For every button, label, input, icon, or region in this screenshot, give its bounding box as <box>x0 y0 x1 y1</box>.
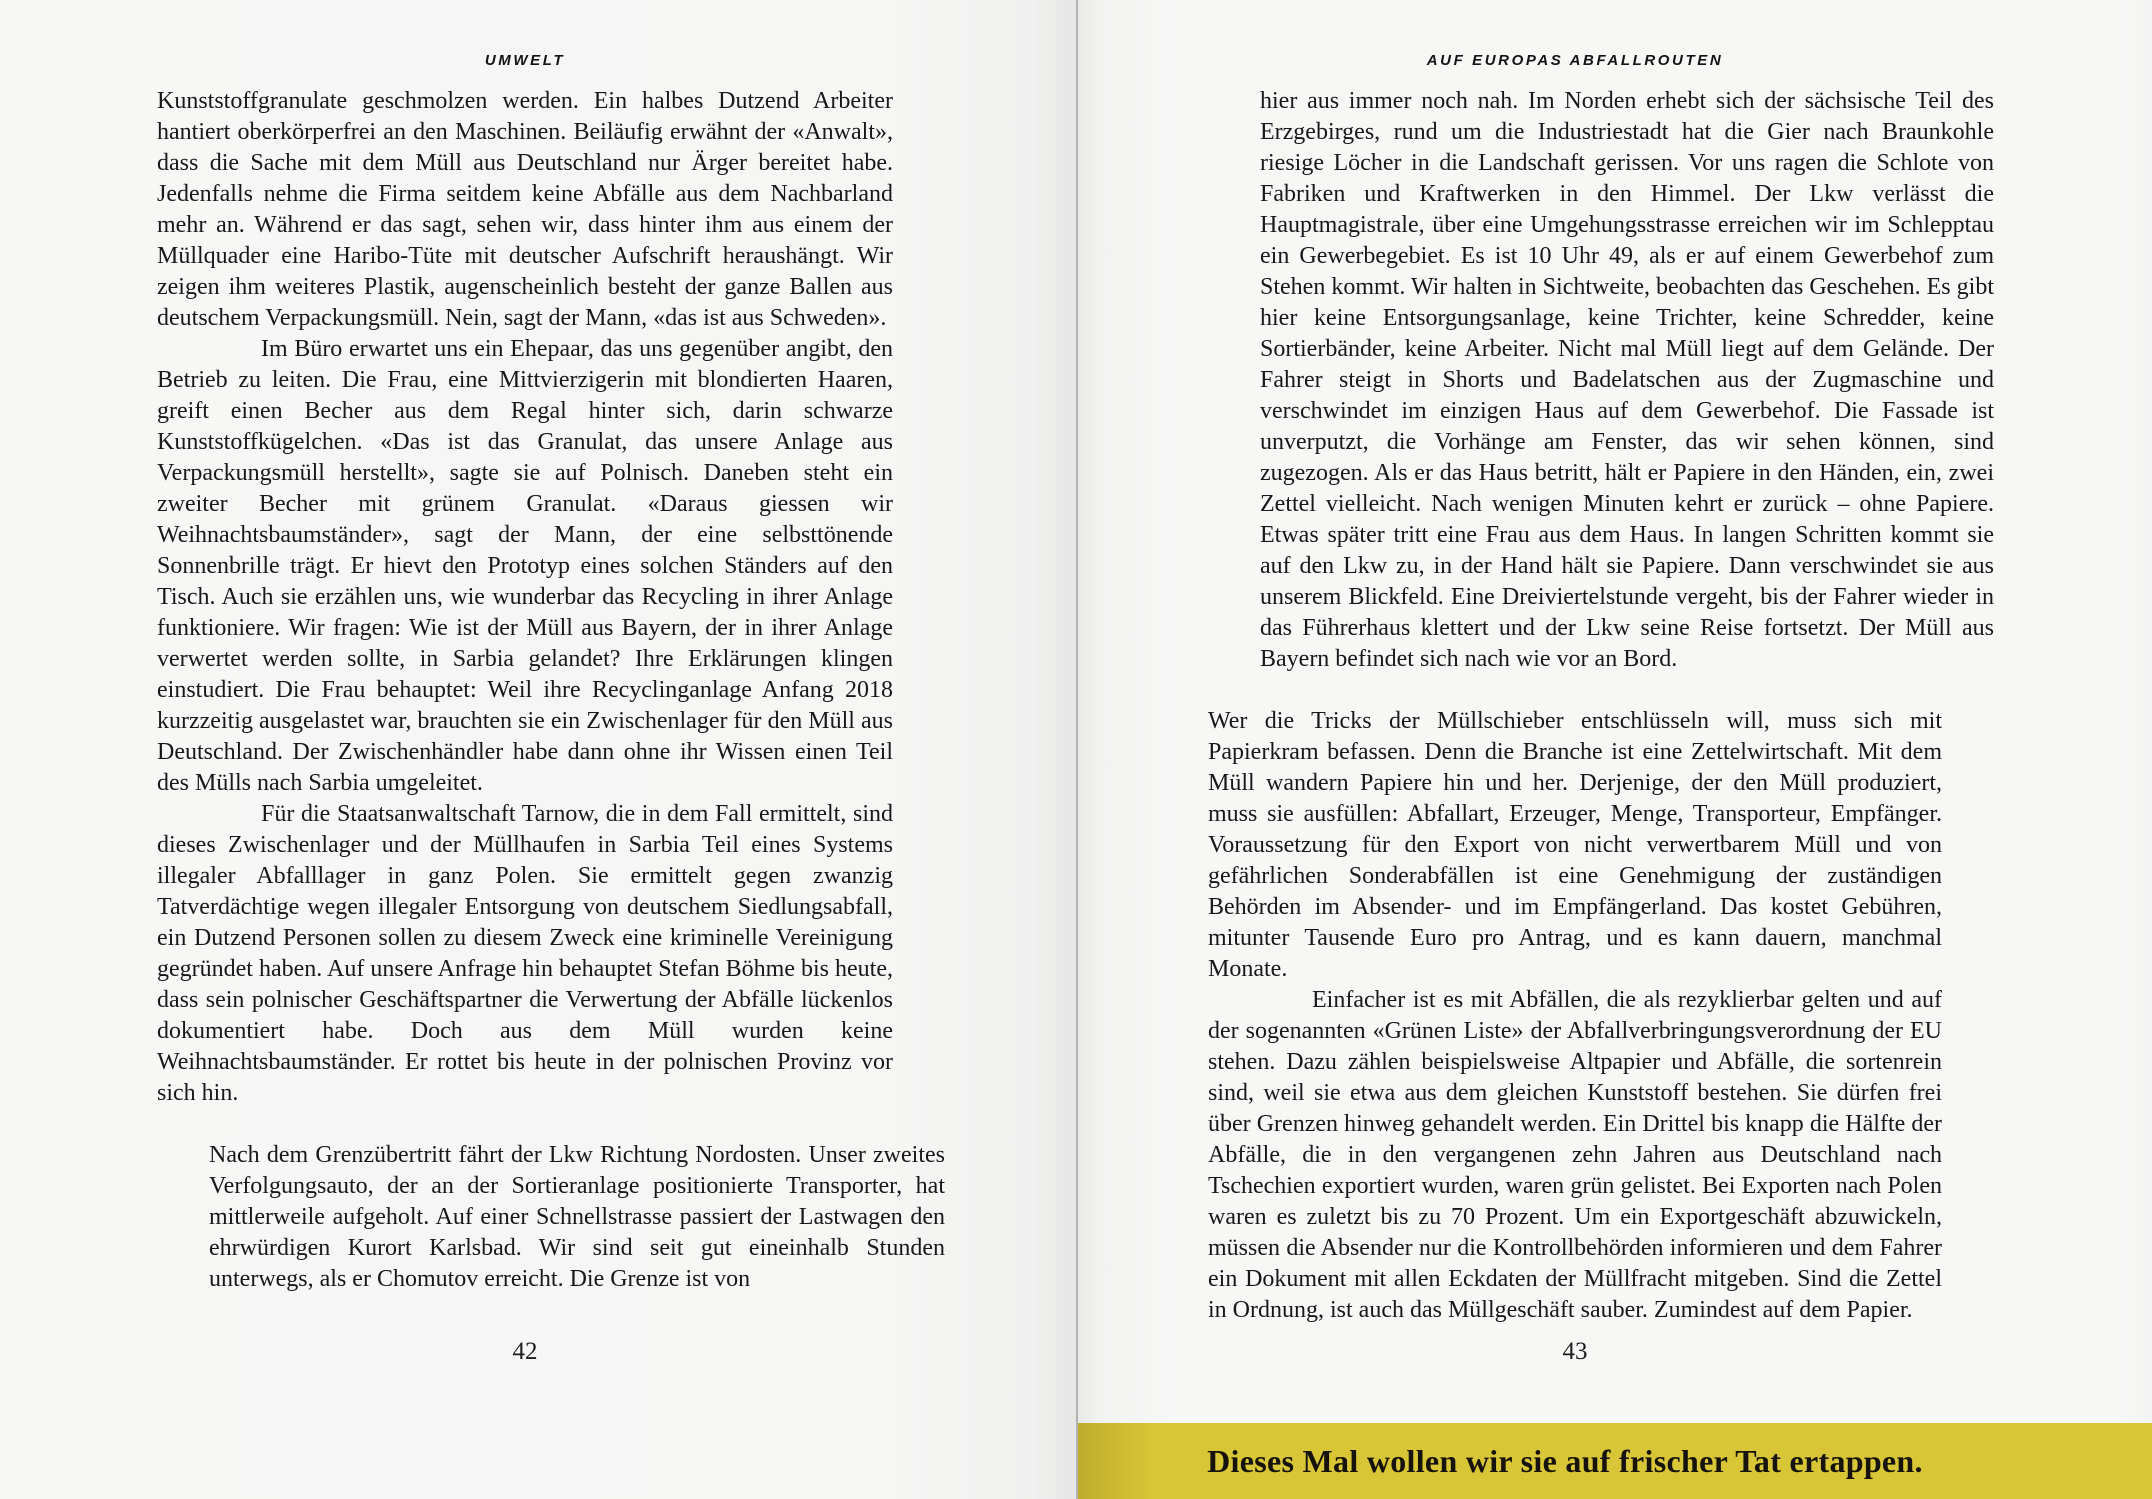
right-page-text-column <box>1208 86 1994 1326</box>
paragraph: Wer die Tricks der Müllschieber entschlüsseln will, muss sich mit Papierkram befassen. Denn die Branche ist eine Zettelwirtschaft. Mit dem Müll wandern Papiere hin und her. Derjenige, der den Müll produziert, muss sie ausfüllen: Abfallart, Erzeuger, Menge, Transporteur, Empfänger. Voraussetzung für den Export von nicht verwertbarem Müll und von gefährlichen Sonderabfällen ist eine Genehmigung der zuständigen Behörden im Absender- und im Empfängerland. Das kostet Gebühren, mitunter Tausende Euro pro Antrag, und es kann dauern, manchmal Monate. <box>1208 708 1942 982</box>
page-right <box>1078 0 2152 1499</box>
page-number-left: 42 <box>512 1338 538 1365</box>
running-head-left: UMWELT <box>484 52 566 69</box>
paragraph: Kunststoffgranulate geschmolzen werden. Ein halbes Dutzend Arbeiter hantiert oberkörperfrei an den Maschinen. Beiläufig erwähnt der «Anwalt», dass die Sache mit dem Müll aus Deutschland nur Ärger bereitet habe. Jedenfalls nehme die Firma seitdem keine Abfälle aus dem Nachbarland mehr an. Während er das sagt, sehen wir, dass hinter ihm aus einem der Müllquader eine Haribo-Tüte mit deutscher Aufschrift heraushängt. Wir zeigen ihm weiteres Plastik, augenscheinlich besteht der ganze Ballen aus deutschem Verpackungsmüll. Nein, sagt der Mann, «das ist aus Schweden». <box>157 88 893 331</box>
running-head-right: AUF EUROPAS ABFALLROUTEN <box>1426 52 1724 69</box>
paragraph: hier aus immer noch nah. Im Norden erhebt sich der sächsische Teil des Erzgebirges, rund um die Industriestadt hat die Gier nach Braunkohle riesige Löcher in die Landschaft gerissen. Vor uns ragen die Schlote von Fabriken und Kraftwerken in den Himmel. Der Lkw verlässt die Hauptmagistrale, über eine Umgehungsstrasse erreichen wir im Schlepptau ein Gewerbegebiet. Es ist 10 Uhr 49, als er auf einem Gewerbehof zum Stehen kommt. Wir halten in Sichtweite, beobachten das Geschehen. Es gibt hier keine Entsorgungsanlage, keine Trichter, keine Schredder, keine Sortierbänder, keine Arbeiter. Nicht mal Müll liegt auf dem Gelände. Der Fahrer steigt in Shorts und Badelatschen aus der Zugmaschine und verschwindet im einzigen Haus auf dem Gewerbehof. Die Fassade ist unverputzt, die Vorhänge am Fenster, das wir sehen können, sind zugezogen. Als er das Haus betritt, hält er Papiere in den Händen, ein, zwei Zettel vielleicht. Nach wenigen Minuten kehrt er zurück – ohne Papiere. Etwas später tritt eine Frau aus dem Haus. In langen Schritten kommt sie auf den Lkw zu, in der Hand hält sie Papiere. Dann verschwindet sie aus unserem Blickfeld. Eine Dreiviertelstunde vergeht, bis der Fahrer wieder in das Führerhaus klettert und der Lkw seine Reise fortsetzt. Der Müll aus Bayern befindet sich nach wie vor an Bord. <box>1260 88 1994 672</box>
pull-quote-text: Dieses Mal wollen wir sie auf frischer Tat ertappen. <box>1207 1442 1923 1479</box>
paragraph: Nach dem Grenzübertritt fährt der Lkw Richtung Nordosten. Unser zweites Verfolgungsauto, der an der Sortieranlage positionierte Transporter, hat mittlerweile aufgeholt. Auf einer Schnellstrasse passiert der Lastwagen den ehrwürdigen Kurort Karlsbad. Wir sind seit gut eineinhalb Stunden unterwegs, als er Chomutov erreicht. Die Grenze ist von <box>209 1142 945 1292</box>
paragraph: Im Büro erwartet uns ein Ehepaar, das uns gegenüber angibt, den Betrieb zu leiten. Die Frau, eine Mittvierzigerin mit blondierten Haaren, greift einen Becher aus dem Regal hinter sich, darin schwarze Kunststoffkügelchen. «Das ist das Granulat, das unsere Anlage aus Verpackungsmüll herstellt», sagte sie auf Polnisch. Daneben steht ein zweiter Becher mit grünem Granulat. «Daraus giessen wir Weihnachtsbaumständer», sagt der Mann, der eine selbsttönende Sonnenbrille trägt. Er hievt den Prototyp eines solchen Ständers auf den Tisch. Auch sie erzählen uns, wie wunderbar das Recycling in ihrer Anlage funktioniere. Wir fragen: Wie ist der Müll aus Bayern, der in ihrer Anlage verwertet werden sollte, in Sarbia gelandet? Ihre Erklärungen klingen einstudiert. Die Frau behauptet: Weil ihre Recyclinganlage Anfang 2018 kurzzeitig ausgelastet war, brauchten sie ein Zwischenlager für den Müll aus Deutschland. Der Zwischenhändler habe dann ohne ihr Wissen einen Teil des Mülls nach Sarbia umgeleitet. <box>157 336 893 796</box>
page-number-right: 43 <box>1562 1338 1588 1365</box>
left-page-text-column <box>157 86 945 1295</box>
paragraph: Für die Staatsanwaltschaft Tarnow, die in dem Fall ermittelt, sind dieses Zwischenlager und der Müllhaufen in Sarbia Teil eines Systems illegaler Abfalllager in ganz Polen. Sie ermittelt gegen zwanzig Tatverdächtige wegen illegaler Entsorgung von deutschem Siedlungsabfall, ein Dutzend Personen sollen zu diesem Zweck eine kriminelle Vereinigung gegründet haben. Auf unsere Anfrage hin behauptet Stefan Böhme bis heute, dass sein polnischer Geschäftspartner die Verwertung der Abfälle lückenlos dokumentiert habe. Doch aus dem Müll wurden keine Weihnachtsbaumständer. Er rottet bis heute in der polnischen Provinz vor sich hin. <box>157 801 893 1106</box>
pull-quote-banner <box>1078 1423 2152 1499</box>
paragraph: Einfacher ist es mit Abfällen, die als rezyklierbar gelten und auf der sogenannten «Grünen Liste» der Abfallverbringungsverordnung der EU stehen. Dazu zählen beispielsweise Altpapier und Abfälle, die sortenrein sind, weil sie etwa aus dem gleichen Kunststoff bestehen. Sie dürfen frei über Grenzen hinweg gehandelt werden. Ein Drittel bis knapp die Hälfte der Abfälle, die in den vergangenen zehn Jahren aus Deutschland nach Tschechien exportiert wurden, waren grün gelistet. Bei Exporten nach Polen waren es zuletzt bis zu 70 Prozent. Um ein Exportgeschäft abzuwickeln, müssen die Absender nur die Kontrollbehörden informieren und dem Fahrer ein Dokument mit allen Eckdaten der Müllfracht mitgeben. Sind die Zettel in Ordnung, ist auch das Müllgeschäft sauber. Zumindest auf dem Papier. <box>1208 987 1942 1323</box>
